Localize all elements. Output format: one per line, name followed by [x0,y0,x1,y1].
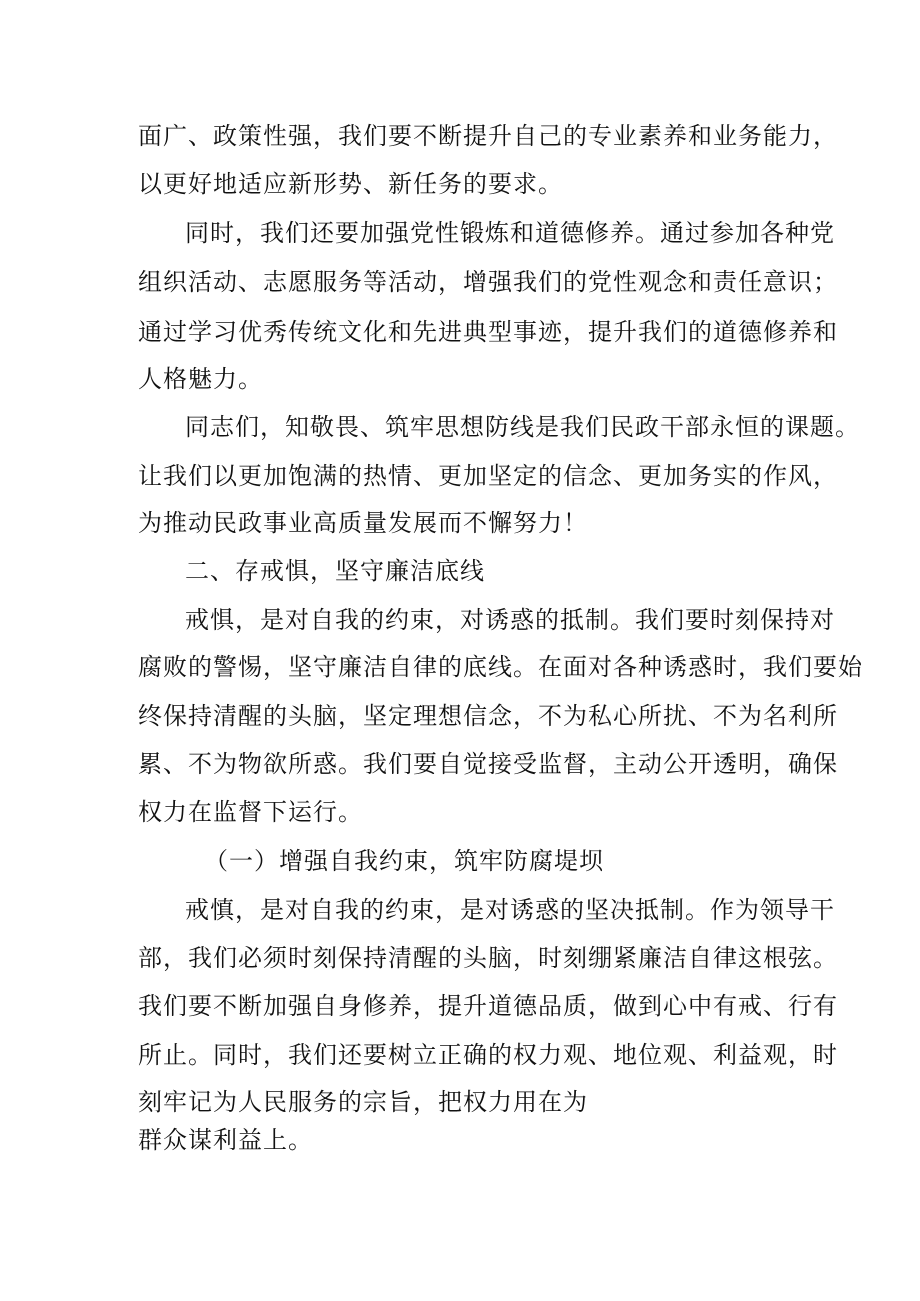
paragraph-line: 权力在监督下运行。 [138,798,363,826]
paragraph-line: 戒慎，是对自我的约束，是对诱惑的坚决抵制。作为领导干 [185,896,835,924]
section-heading: 二、存戒惧，坚守廉洁底线 [185,557,485,585]
paragraph-line: 终保持清醒的头脑，坚定理想信念，不为私心所扰、不为名利所 [138,702,838,730]
paragraph-line: 组织活动、志愿服务等活动，增强我们的党性观念和责任意识； [138,268,838,296]
subsection-heading: （一）增强自我约束，筑牢防腐堤坝 [204,847,604,875]
paragraph-line: 腐败的警惕，坚守廉洁自律的底线。在面对各种诱惑时，我们要始 [138,653,863,681]
paragraph-line: 同志们，知敬畏、筑牢思想防线是我们民政干部永恒的课题。 [185,413,860,441]
paragraph-line: 让我们以更加饱满的热情、更加坚定的信念、更加务实的作风， [138,462,838,490]
paragraph-line: 以更好地适应新形势、新任务的要求。 [138,170,563,198]
paragraph-line: 部，我们必须时刻保持清醒的头脑，时刻绷紧廉洁自律这根弦。 [138,944,838,972]
paragraph-line: 同时，我们还要加强党性锻炼和道德修养。通过参加各种党 [185,219,835,247]
paragraph-line: 人格魅力。 [138,365,263,393]
paragraph-line: 戒惧，是对自我的约束，对诱惑的抵制。我们要时刻保持对 [185,606,835,634]
paragraph-line: 面广、政策性强，我们要不断提升自己的专业素养和业务能力， [138,122,838,150]
paragraph-line: 我们要不断加强自身修养，提升道德品质，做到心中有戒、行有 [138,992,838,1020]
paragraph-line: 刻牢记为人民服务的宗旨，把权力用在为 [138,1088,588,1116]
paragraph-line: 累、不为物欲所惑。我们要自觉接受监督，主动公开透明，确保 [138,750,838,778]
paragraph-line: 所止。同时，我们还要树立正确的权力观、地位观、利益观，时 [138,1041,838,1069]
paragraph-line: 通过学习优秀传统文化和先进典型事迹，提升我们的道德修养和 [138,318,838,346]
paragraph-line: 为推动民政事业高质量发展而不懈努力！ [138,509,588,537]
paragraph-line: 群众谋利益上。 [138,1126,313,1154]
